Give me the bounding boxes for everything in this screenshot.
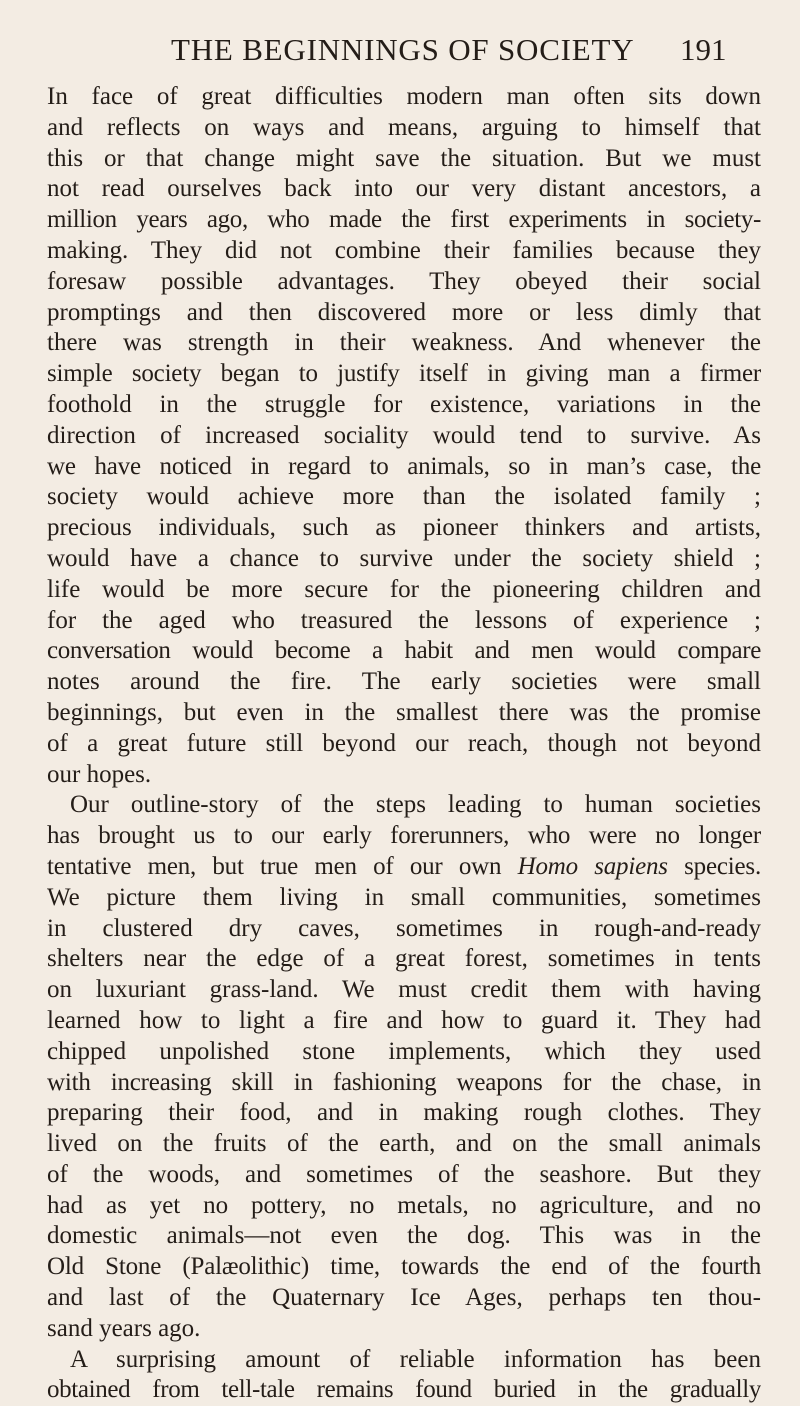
text-line: has brought us to our early forerunners, who were no longer — [47, 822, 761, 850]
text-line: there was strength in their weakness. And whenever the — [47, 329, 761, 357]
text-line: life would be more secure for the pioneering children and — [47, 575, 761, 603]
text-line: foothold in the struggle for existence, variations in the — [47, 390, 761, 418]
text-line: million years ago, who made the first experiments in society- — [47, 206, 761, 234]
text-line: precious individuals, such as pioneer thinkers and artists, — [47, 514, 761, 542]
text-line: Our outline-story of the steps leading to human societies — [70, 791, 761, 819]
text-line: our hopes. — [47, 760, 152, 788]
text-line: shelters near the edge of a great forest, sometimes in tents — [47, 945, 761, 973]
text-line: and last of the Quaternary Ice Ages, perhaps ten thou- — [47, 1284, 761, 1312]
text-line: would have a chance to survive under the society shield ; — [47, 544, 761, 572]
text-line: Old Stone (Palæolithic) time, towards the end of the fourth — [47, 1253, 761, 1281]
text-line: had as yet no pottery, no metals, no agriculture, and no — [47, 1191, 761, 1219]
text-line: preparing their food, and in making rough clothes. They — [47, 1099, 761, 1127]
text-line: foresaw possible advantages. They obeyed their social — [47, 267, 761, 295]
text-line: In face of great difficulties modern man often sits down — [47, 83, 761, 110]
text-line: beginnings, but even in the smallest there was the promise — [47, 698, 761, 726]
text-fragment: tentative men, but true men of our own — [47, 852, 502, 880]
text-line: on luxuriant grass-land. We must credit them with having — [47, 976, 761, 1004]
text-line: We picture them living in small communities, sometimes — [47, 883, 761, 911]
text-line: learned how to light a fire and how to guard it. They had — [47, 1006, 761, 1034]
text-line: promptings and then discovered more or less dimly that — [47, 298, 761, 326]
text-line: chipped unpolished stone implements, which they used — [47, 1037, 761, 1065]
text-line: A surprising amount of reliable information has been — [70, 1345, 761, 1373]
running-title: THE BEGINNINGS OF SOCIETY — [171, 32, 635, 67]
text-line: notes around the fire. The early societies were small — [47, 668, 761, 696]
text-line: making. They did not combine their families because they — [47, 236, 761, 264]
text-line: domestic animals—not even the dog. This was in the — [47, 1222, 761, 1250]
text-line: this or that change might save the situation. But we must — [47, 144, 761, 172]
text-line: for the aged who treasured the lessons of experience ; — [47, 606, 761, 634]
text-line: direction of increased sociality would tend to survive. As — [47, 421, 761, 449]
text-line: of a great future still beyond our reach, though not beyond — [47, 729, 761, 757]
species-name: Homo sapiens — [517, 852, 668, 880]
text-line — [47, 852, 761, 883]
text-line: society would achieve more than the isolated family ; — [47, 483, 761, 511]
text-fragment: species. — [684, 852, 761, 880]
text-line: of the woods, and sometimes of the seashore. But they — [47, 1160, 761, 1188]
text-line: lived on the fruits of the earth, and on the small animals — [47, 1130, 761, 1158]
text-line: sand years ago. — [47, 1314, 201, 1342]
body-text — [47, 82, 761, 1406]
running-head — [0, 30, 800, 70]
text-line: not read ourselves back into our very distant ancestors, a — [47, 175, 761, 203]
text-line: and reflects on ways and means, arguing to himself that — [47, 113, 761, 141]
text-line: we have noticed in regard to animals, so in man’s case, the — [47, 452, 761, 480]
text-line: with increasing skill in fashioning weapons for the chase, in — [47, 1068, 761, 1096]
text-line: conversation would become a habit and men would compare — [47, 637, 761, 665]
text-line: in clustered dry caves, sometimes in rough-and-ready — [47, 914, 761, 942]
page-number: 191 — [680, 32, 727, 67]
text-line: obtained from tell-tale remains found buried in the gradually — [47, 1376, 761, 1404]
text-line: simple society began to justify itself in giving man a firmer — [47, 360, 761, 388]
